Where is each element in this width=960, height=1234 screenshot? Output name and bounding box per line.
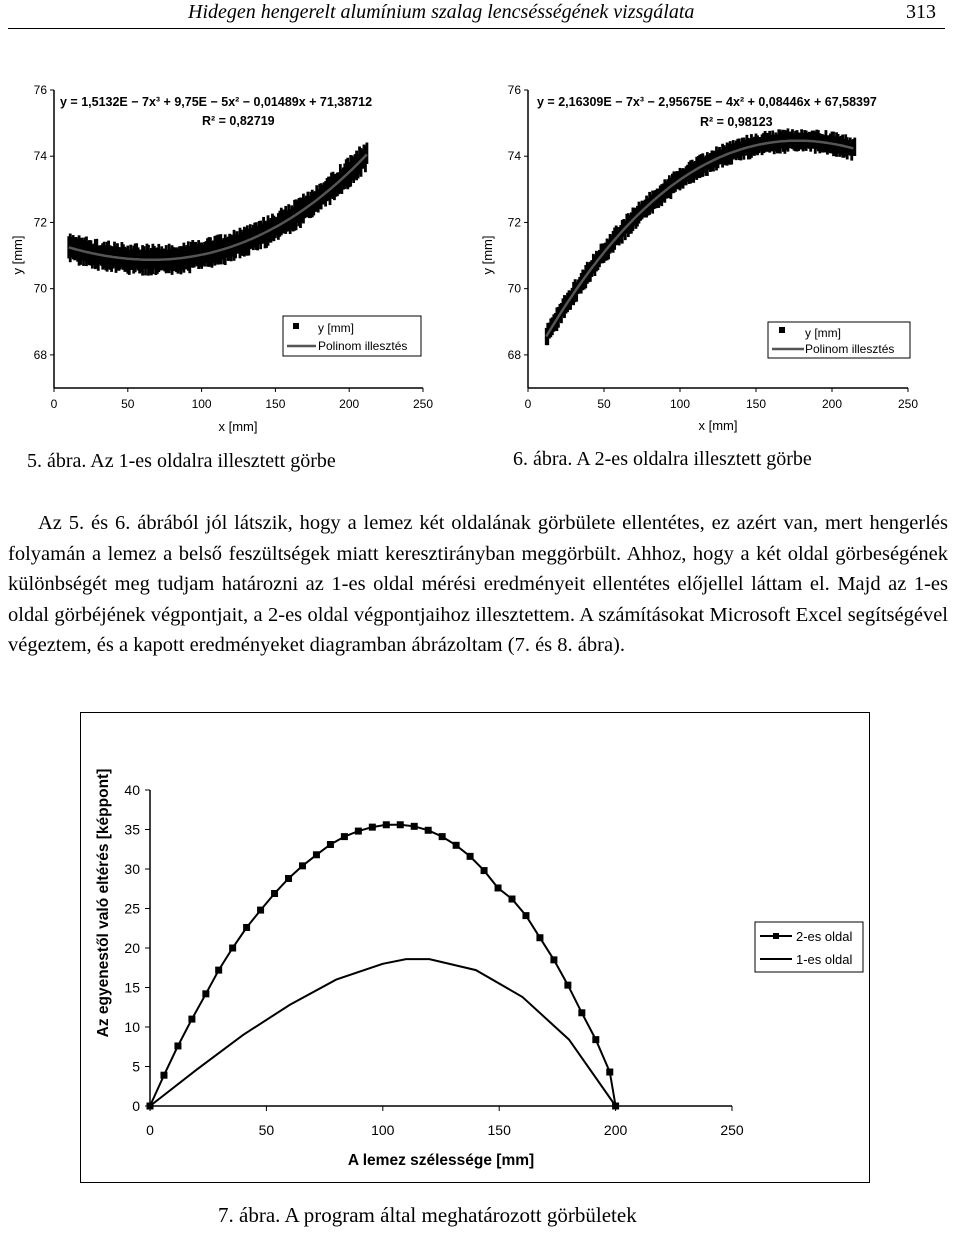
- fig6-legend-fit: Polinom illesztés: [805, 342, 895, 356]
- fig7-y-tick-label: 15: [124, 979, 140, 996]
- fig7-x-tick-label: 200: [603, 1122, 628, 1138]
- x-tick-label: 200: [339, 397, 360, 411]
- y-tick-label: 74: [33, 149, 47, 164]
- fig6-legend: [768, 322, 910, 358]
- figure-5-caption: 5. ábra. Az 1-es oldalra illesztett görbe: [27, 450, 336, 472]
- fig7-data-point: [271, 890, 278, 897]
- fig7-x-tick-label: 50: [258, 1122, 275, 1138]
- fig7-data-point: [536, 934, 543, 941]
- fig7-data-point: [453, 842, 460, 849]
- fig5-legend: [283, 316, 421, 356]
- x-tick-label: 250: [412, 397, 434, 411]
- fig5-legend-data: y [mm]: [318, 321, 354, 335]
- figure-7-caption: 7. ábra. A program által meghatározott görbületek: [218, 1203, 637, 1227]
- fig5-y-axis-label: y [mm]: [10, 235, 25, 275]
- x-tick-label: 0: [50, 397, 58, 411]
- fig7-data-point: [495, 884, 502, 891]
- fig7-data-point: [522, 912, 529, 919]
- figure-6-chart: [480, 80, 960, 440]
- y-tick-label: 70: [33, 281, 47, 296]
- y-tick-label: 74: [507, 149, 521, 164]
- fig7-y-tick-label: 25: [124, 900, 140, 917]
- fig7-x-axis-label: A lemez szélessége [mm]: [347, 1152, 535, 1169]
- fig7-y-tick-label: 30: [124, 861, 140, 877]
- x-tick-label: 150: [265, 397, 286, 411]
- body-paragraph: [8, 508, 948, 661]
- fig7-y-tick-label: 5: [132, 1058, 140, 1075]
- fig7-x-tick-label: 0: [146, 1122, 154, 1138]
- header-rule: [8, 28, 945, 29]
- x-tick-label: 150: [745, 397, 767, 411]
- x-tick-label: 50: [121, 397, 135, 411]
- fig7-data-point: [481, 867, 488, 874]
- fig7-data-point: [592, 1036, 599, 1043]
- fig6-y-axis-label: y [mm]: [480, 235, 495, 275]
- fig7-data-point: [425, 827, 432, 834]
- fig7-data-point: [578, 1009, 585, 1016]
- fig7-y-tick-label: 10: [124, 1019, 140, 1035]
- fig5-legend-fit: Polinom illesztés: [318, 339, 408, 353]
- figure-5-chart: [0, 80, 440, 440]
- y-tick-label: 72: [507, 215, 521, 230]
- fig7-chart-border: [81, 713, 870, 1183]
- fig5-x-axis-label: x [mm]: [218, 419, 258, 434]
- fig7-x-tick-label: 100: [371, 1122, 395, 1138]
- y-tick-label: 72: [33, 215, 47, 230]
- fig7-y-axis-label: Az egyenestől való eltérés [képpont]: [95, 768, 112, 1038]
- y-tick-label: 76: [507, 83, 521, 97]
- x-tick-label: 250: [897, 397, 919, 411]
- y-tick-label: 68: [33, 347, 47, 362]
- fig7-data-point: [439, 833, 446, 840]
- fig6-x-axis-label: x [mm]: [698, 418, 738, 433]
- fig7-data-point: [612, 1103, 619, 1110]
- fig7-data-point: [564, 982, 571, 989]
- fig7-data-point: [606, 1069, 613, 1076]
- fig7-y-tick-label: 35: [124, 821, 140, 838]
- fig7-x-tick-label: 150: [487, 1122, 511, 1138]
- data-point-column: [853, 138, 856, 156]
- page-number: 313: [906, 1, 936, 23]
- fig7-data-point: [215, 967, 222, 974]
- fig7-data-point: [383, 821, 390, 828]
- x-tick-label: 0: [524, 397, 532, 411]
- fig7-y-tick-label: 20: [124, 940, 140, 956]
- fig7-data-point: [467, 853, 474, 860]
- figure-7-chart: [80, 712, 872, 1184]
- y-tick-label: 68: [507, 347, 521, 362]
- fig7-data-point: [397, 821, 404, 828]
- fig7-y-tick-label: 0: [132, 1098, 140, 1114]
- x-tick-label: 100: [191, 397, 212, 411]
- fig6-legend-data: y [mm]: [805, 326, 841, 340]
- fig7-data-point: [257, 907, 264, 914]
- fig7-data-point: [313, 851, 320, 858]
- fig7-data-point: [229, 945, 236, 952]
- fig7-data-point: [411, 823, 418, 830]
- fig5-legend-marker: [293, 323, 299, 329]
- fig7-data-point: [202, 990, 209, 997]
- y-tick-label: 76: [33, 83, 47, 97]
- y-tick-label: 70: [507, 281, 521, 296]
- fig7-data-point: [509, 896, 516, 903]
- running-title: Hidegen hengerelt alumínium szalag lencsésségének vizsgálata: [188, 1, 695, 23]
- fig7-data-point: [327, 841, 334, 848]
- fig6-equation: y = 2,16309E − 7x³ − 2,95675E − 4x² + 0,08446x + 67,58397: [537, 95, 877, 109]
- fig7-legend-marker-2es: [773, 933, 779, 939]
- fig7-legend: [755, 922, 863, 972]
- x-tick-label: 200: [821, 397, 843, 411]
- fig5-r2: R² = 0,82719: [202, 114, 275, 128]
- fig5-equation: y = 1,5132E − 7x³ + 9,75E − 5x² − 0,01489x + 71,38712: [60, 95, 373, 109]
- fig7-data-point: [147, 1103, 154, 1110]
- fig7-data-point: [550, 956, 557, 963]
- running-header: [0, 0, 960, 30]
- figure-6-caption: 6. ábra. A 2-es oldalra illesztett görbe: [513, 448, 812, 470]
- x-tick-label: 50: [597, 397, 611, 411]
- data-point-column: [366, 143, 369, 164]
- fig7-data-point: [285, 875, 292, 882]
- fig7-data-point: [341, 833, 348, 840]
- fig7-data-point: [188, 1016, 195, 1023]
- fig7-data-point: [369, 824, 376, 831]
- fig7-legend-label-2es: 2-es oldal: [796, 929, 853, 944]
- fig7-data-point: [355, 828, 362, 835]
- fig7-data-point: [299, 862, 306, 869]
- fig7-data-point: [174, 1042, 181, 1049]
- fig7-y-tick-label: 40: [124, 782, 140, 798]
- fig7-x-tick-label: 250: [720, 1122, 744, 1138]
- x-tick-label: 100: [669, 397, 691, 411]
- fig7-data-point: [160, 1072, 167, 1079]
- fig6-legend-marker: [779, 327, 785, 333]
- paragraph-text: Az 5. és 6. ábrából jól látszik, hogy a lemez két oldalának görbülete ellentétes, ez azért van, mert hengerlés folyamán a lemez a belső feszültségek miatt keresztirányban meggörbült. Ahhoz, hogy a két oldal görbeségének különbségét meg tudjam határozni az 1-es oldal mérési eredményeit ellentétes előjellel láttam el. Majd az 1-es oldal görbéjének végpontjait, a 2-es oldal végpontjaihoz illesztettem. A számításokat Microsoft Excel segítségével végeztem, és a kapott eredményeket diagramban ábrázoltam (7. és 8. ábra).: [8, 512, 948, 656]
- fig7-legend-label-1es: 1-es oldal: [796, 952, 853, 967]
- fig7-data-point: [243, 924, 250, 931]
- fig6-r2: R² = 0,98123: [700, 115, 773, 129]
